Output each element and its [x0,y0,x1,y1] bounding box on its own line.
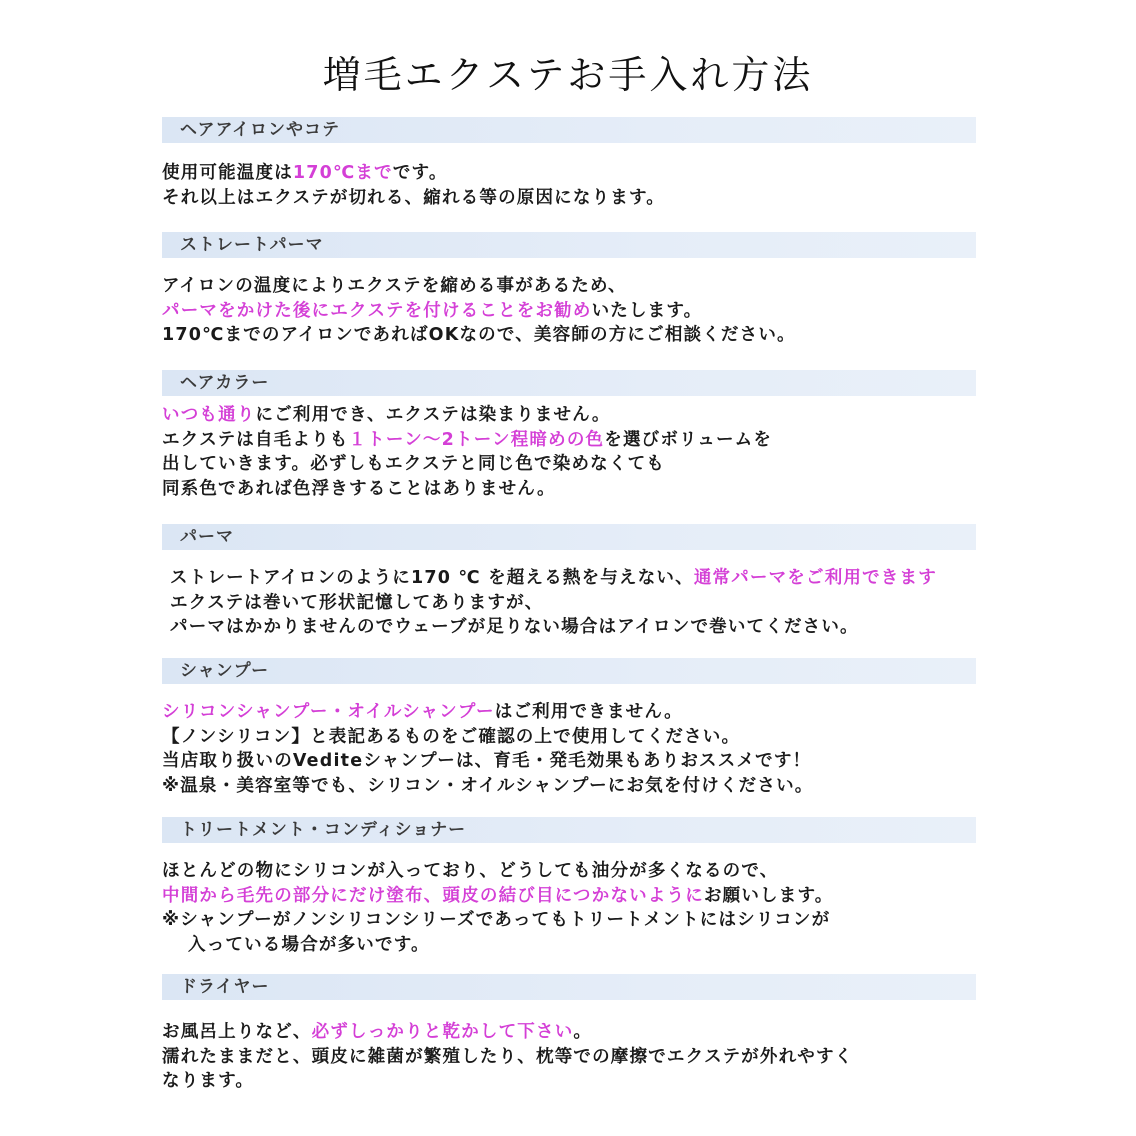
section-perm [162,524,976,640]
text-line: お風呂上りなど、必ずしっかりと乾かして下さい。 [162,1022,593,1042]
text-line: ※シャンプーがノンシリコンシリーズであってもトリートメントにはシリコンが [162,910,831,930]
text-line: いつも通りにご利用でき、エクステは染まりません。 [162,405,611,425]
text-line: ※温泉・美容室等でも、シリコン・オイルシャンプーにお気を付けください。 [162,775,814,796]
section-header: パーマ [162,524,976,550]
text-line: 濡れたままだと、頭皮に雑菌が繁殖したり、枕等での摩擦でエクステが外れやすく [162,1046,854,1067]
text-line: 【ノンシリコン】と表記あるものをご確認の上で使用してください。 [162,726,741,747]
text-line: 中間から毛先の部分にだけ塗布、頭皮の結び目につかないようにお願いします。 [162,885,834,906]
page-title: 増毛エクステお手入れ方法 [322,53,814,97]
text-line: 同系色であれば色浮きすることはありません。 [162,478,556,499]
text-line: アイロンの温度によりエクステを縮める事があるため、 [162,276,627,296]
text-line: ストレートアイロンのように170 ℃ を超える熱を与えない、通常パーマをご利用できます [170,568,937,588]
text-line: 入っている場合が多いです。 [188,934,430,955]
section-header: ヘアカラー [162,370,976,396]
text-line: 当店取り扱いのVediteシャンプーは、育毛・発毛効果もありおススメです！ [162,751,812,771]
text-line: エクステは自毛よりも１トーン〜2トーン程暗めの色を選びボリュームを [162,429,773,450]
section-treatment-conditioner [162,817,976,957]
text-line: それ以上はエクステが切れる、縮れる等の原因になります。 [162,187,665,208]
text-line: パーマはかかりませんのでウェーブが足りない場合はアイロンで巻いてください。 [170,617,859,637]
section-header: ヘアアイロンやコテ [162,117,976,143]
section-header: シャンプー [162,658,976,684]
section-straight-perm [162,232,976,348]
section-hair-color [162,370,976,501]
text-line: 使用可能温度は170℃までです。 [162,163,448,183]
text-line: なります。 [162,1071,255,1091]
section-shampoo [162,658,976,798]
section-hair-iron [162,117,976,210]
section-header: トリートメント・コンディショナー [162,817,976,843]
text-line: エクステは巻いて形状記憶してありますが、 [170,592,544,613]
section-header: ストレートパーマ [162,232,976,258]
section-header: ドライヤー [162,974,976,1000]
section-dryer [162,974,976,1094]
text-line: シリコンシャンプー・オイルシャンプーはご利用できません。 [162,702,683,722]
text-line: 170℃までのアイロンであればOKなので、美容師の方にご相談ください。 [162,325,796,345]
text-line: ほとんどの物にシリコンが入っており、どうしても油分が多くなるので、 [162,861,779,881]
text-line: 出していきます。必ずしもエクステと同じ色で染めなくても [162,454,665,474]
text-line: パーマをかけた後にエクステを付けることをお勧めいたします。 [162,300,703,321]
